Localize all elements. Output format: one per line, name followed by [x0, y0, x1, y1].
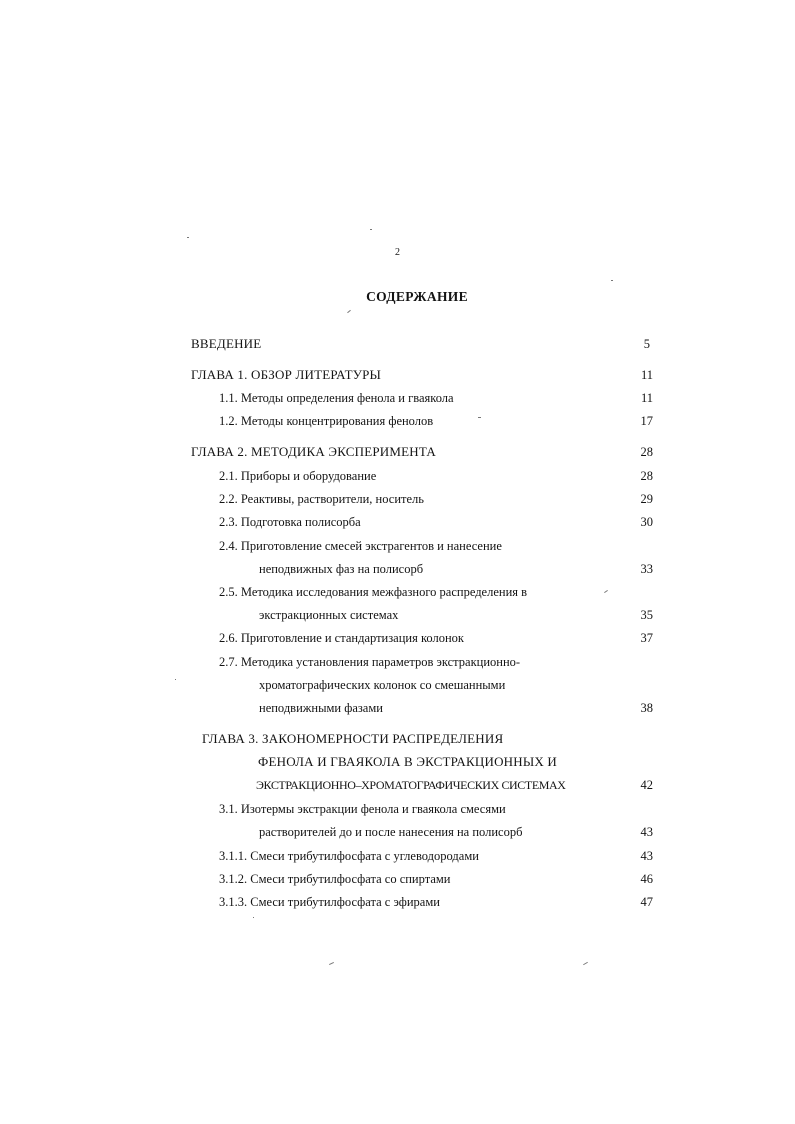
toc-3-1-3-label: 3.1.3. Смеси трибутилфосфата с эфирами: [219, 895, 440, 909]
toc-chapter-1-label: ГЛАВА 1. ОБЗОР ЛИТЕРАТУРЫ: [191, 367, 382, 382]
toc-3-1-2-label: 3.1.2. Смеси трибутилфосфата со спиртами: [219, 872, 451, 886]
toc-2-5-page: 35: [640, 608, 653, 622]
scan-speck: [347, 310, 351, 313]
scan-speck: [175, 679, 176, 680]
toc-2-4-label-line-2: неподвижных фаз на полисорб: [259, 562, 424, 576]
scan-speck: [583, 962, 588, 965]
scan-speck: [370, 229, 372, 230]
page-title: СОДЕРЖАНИЕ: [366, 289, 468, 304]
toc-2-5-label-line-2: экстракционных системах: [259, 608, 399, 622]
toc-1-1-page: 11: [640, 391, 653, 405]
toc-1-2-page: 17: [640, 414, 653, 428]
toc-3-1-label-line-2: растворителей до и после нанесения на полисорб: [259, 825, 523, 839]
toc-2-7-label-line-2: хроматографических колонок со смешанными: [259, 678, 506, 692]
toc-chapter-1-page: 11: [640, 368, 653, 382]
toc-chapter-2-label: ГЛАВА 2. МЕТОДИКА ЭКСПЕРИМЕНТА: [191, 444, 436, 459]
toc-2-4-label-line-1: 2.4. Приготовление смесей экстрагентов и нанесение: [219, 539, 502, 553]
toc-3-1-1-page: 43: [640, 849, 653, 863]
toc-1-2-label: 1.2. Методы концентрирования фенолов: [219, 414, 434, 428]
toc-2-2-page: 29: [640, 492, 653, 506]
toc-2-1-page: 28: [640, 469, 653, 483]
toc-2-3-label: 2.3. Подготовка полисорба: [219, 515, 361, 529]
toc-chapter-3-label-line-2: ФЕНОЛА И ГВАЯКОЛА В ЭКСТРАКЦИОННЫХ И: [258, 754, 557, 769]
toc-1-1-label: 1.1. Методы определения фенола и гваякола: [219, 391, 454, 405]
toc-2-7-label-line-3: неподвижными фазами: [259, 701, 383, 715]
toc-chapter-3-page: 42: [640, 778, 653, 792]
toc-2-4-page: 33: [640, 562, 653, 576]
toc-3-1-3-page: 47: [640, 895, 653, 909]
scan-speck: [187, 237, 189, 238]
toc-3-1-page: 43: [640, 825, 653, 839]
toc-2-2-label: 2.2. Реактивы, растворители, носитель: [219, 492, 424, 506]
toc-intro-label: ВВЕДЕНИЕ: [191, 336, 262, 351]
toc-chapter-3-label-line-3: ЭКСТРАКЦИОННО–ХРОМАТОГРАФИЧЕСКИХ СИСТЕМАХ: [256, 778, 566, 792]
toc-2-7-page: 38: [640, 701, 653, 715]
scan-speck: [611, 280, 613, 281]
toc-2-5-label-line-1: 2.5. Методика исследования межфазного распределения в: [219, 585, 528, 599]
toc-3-1-2-page: 46: [640, 872, 653, 886]
scan-speck: [329, 962, 334, 965]
toc-2-7-label-line-1: 2.7. Методика установления параметров экстракционно-: [219, 655, 521, 669]
toc-2-1-label: 2.1. Приборы и оборудование: [219, 469, 377, 483]
page-number: 2: [395, 247, 400, 258]
scan-speck: [478, 417, 481, 418]
toc-3-1-label-line-1: 3.1. Изотермы экстракции фенола и гваякола смесями: [219, 802, 506, 816]
toc-intro-page: 5: [643, 337, 650, 351]
toc-chapter-2-page: 28: [640, 445, 653, 459]
toc-3-1-1-label: 3.1.1. Смеси трибутилфосфата с углеводородами: [219, 849, 479, 863]
scan-speck: [604, 590, 608, 593]
toc-chapter-3-label-line-1: ГЛАВА 3. ЗАКОНОМЕРНОСТИ РАСПРЕДЕЛЕНИЯ: [202, 731, 504, 746]
toc-2-6-page: 37: [640, 631, 653, 645]
toc-2-6-label: 2.6. Приготовление и стандартизация колонок: [219, 631, 464, 645]
toc-2-3-page: 30: [640, 515, 653, 529]
scan-speck: [253, 917, 254, 918]
